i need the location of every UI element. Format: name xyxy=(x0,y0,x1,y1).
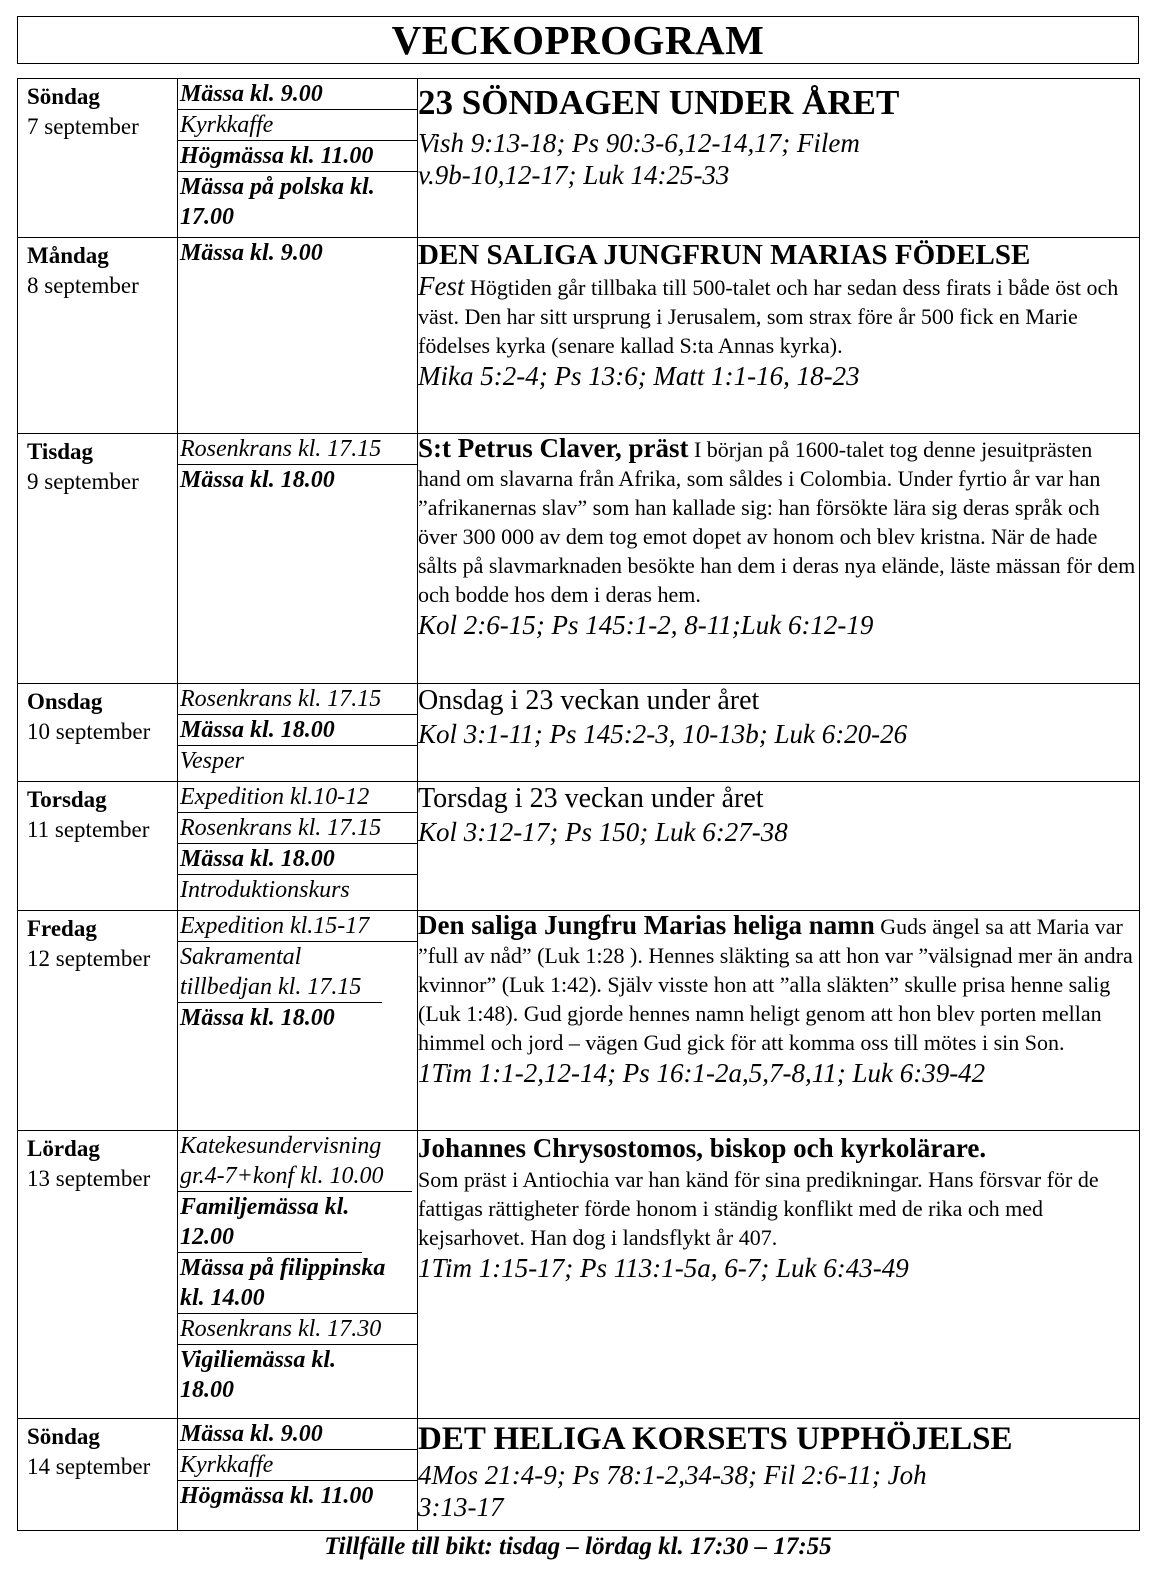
event-item: Rosenkrans kl. 17.15 xyxy=(178,684,417,715)
event-item: Mässa på polska kl. 17.00 xyxy=(180,174,375,230)
day-row-thursday xyxy=(18,782,1140,911)
readings: Vish 9:13-18; Ps 90:3-6,12-14,17; Filem v.9b-10,12-17; Luk 14:25-33 xyxy=(418,128,860,190)
feast-title: Den saliga Jungfru Marias heliga namn xyxy=(418,910,875,940)
readings: 1Tim 1:15-17; Ps 113:1-5a, 6-7; Luk 6:43-49 xyxy=(418,1253,909,1283)
readings: Kol 3:12-17; Ps 150; Luk 6:27-38 xyxy=(418,817,788,847)
day-name: Fredag xyxy=(27,916,97,941)
day-name: Söndag xyxy=(27,1424,100,1449)
readings: 4Mos 21:4-9; Ps 78:1-2,34-38; Fil 2:6-11; Joh 3:13-17 xyxy=(418,1460,927,1522)
event-item: Mässa kl. 18.00 xyxy=(178,844,417,875)
day-date: 8 september xyxy=(27,273,139,298)
readings: 1Tim 1:1-2,12-14; Ps 16:1-2a,5,7-8,11; Luk 6:39-42 xyxy=(418,1058,986,1088)
event-item: Högmässa kl. 11.00 xyxy=(178,141,417,172)
confession-note: Tillfälle till bikt: tisdag – lördag kl. 17:30 – 17:55 xyxy=(324,1533,832,1560)
feast-title: 23 SÖNDAGEN UNDER ÅRET xyxy=(418,83,900,122)
day-name: Söndag xyxy=(27,84,100,109)
event-item: Kyrkkaffe xyxy=(178,1450,417,1481)
day-date: 12 september xyxy=(27,946,151,971)
day-row-friday xyxy=(18,911,1140,1131)
event-item: Vesper xyxy=(180,748,244,774)
feast-rank: Fest xyxy=(418,271,465,301)
event-item: Rosenkrans kl. 17.15 xyxy=(178,813,417,844)
day-name: Lördag xyxy=(27,1136,100,1161)
event-item: Familjemässa kl. 12.00 xyxy=(178,1192,362,1253)
day-row-tuesday xyxy=(18,434,1140,684)
day-date: 11 september xyxy=(27,817,150,842)
event-item: Rosenkrans kl. 17.30 xyxy=(178,1314,417,1345)
feast-description: Guds ängel sa att Maria var ”full av nåd” (Luk 1:28 ). Hennes släkting sa att hon var ”välsignad mer än andra kvinnor” (Luk 1:42). Själv visste hon att ”alla släkten” skulle prisa henne salig (Luk 1:48). Gud gjorde hennes namn heligt genom att hon blev porten mellan himmel och jord – vägen Gud gick för att komma oss till mötes i sin Son. xyxy=(418,914,1133,1055)
event-item: Introduktionskurs xyxy=(180,877,350,903)
day-name: Onsdag xyxy=(27,689,103,714)
feast-title: Johannes Chrysostomos, biskop och kyrkolärare. xyxy=(418,1133,987,1163)
feast-title: Torsdag i 23 veckan under året xyxy=(418,783,764,814)
feast-description: Som präst i Antiochia var han känd för sina predikningar. Hans försvar för de fattigas rättigheter förde honom i ständig konflikt med de rika och med kejsarhovet. Han dog i landsflykt år 407. xyxy=(418,1167,1099,1250)
readings: Mika 5:2-4; Ps 13:6; Matt 1:1-16, 18-23 xyxy=(418,361,860,391)
event-item: Mässa på filippinska kl. 14.00 xyxy=(178,1253,417,1314)
day-row-sunday-7 xyxy=(18,79,1140,238)
event-item: Mässa kl. 18.00 xyxy=(180,467,335,493)
day-date: 14 september xyxy=(27,1454,151,1479)
day-name: Tisdag xyxy=(27,439,94,464)
feast-title: Onsdag i 23 veckan under året xyxy=(418,685,760,716)
day-row-monday xyxy=(18,238,1140,434)
event-item: Mässa kl. 18.00 xyxy=(178,715,417,746)
day-date: 9 september xyxy=(27,469,139,494)
event-item: Sakramental tillbedjan kl. 17.15 xyxy=(178,942,382,1003)
page-title: VECKOPROGRAM xyxy=(17,16,1139,64)
weekly-program-table xyxy=(17,78,1140,1531)
feast-title: DEN SALIGA JUNGFRUN MARIAS FÖDELSE xyxy=(418,239,1031,271)
feast-description: Högtiden går tillbaka till 500-talet och har sedan dess firats i både öst och väst. Den har sitt ursprung i Jerusalem, som strax före år 500 fick en Marie födelses kyrka (senare kallad S:ta Annas kyrka). xyxy=(418,275,1119,358)
feast-title: DET HELIGA KORSETS UPPHÖJELSE xyxy=(418,1421,1013,1457)
day-date: 13 september xyxy=(27,1166,151,1191)
event-item: Rosenkrans kl. 17.15 xyxy=(178,434,417,465)
event-item: Mässa kl. 9.00 xyxy=(178,1419,417,1450)
day-date: 7 september xyxy=(27,114,139,139)
feast-title: S:t Petrus Claver, präst xyxy=(418,433,689,463)
event-item: Mässa kl. 9.00 xyxy=(178,79,417,110)
event-item: Katekesundervisning gr.4-7+konf kl. 10.00 xyxy=(178,1131,412,1192)
day-row-wednesday xyxy=(18,684,1140,782)
readings: Kol 2:6-15; Ps 145:1-2, 8-11;Luk 6:12-19 xyxy=(418,610,874,640)
event-item: Mässa kl. 18.00 xyxy=(180,1005,335,1031)
day-row-sunday-14 xyxy=(18,1419,1140,1531)
day-name: Torsdag xyxy=(27,787,107,812)
day-date: 10 september xyxy=(27,719,151,744)
event-item: Vigiliemässa kl. 18.00 xyxy=(180,1347,337,1403)
readings: Kol 3:1-11; Ps 145:2-3, 10-13b; Luk 6:20-26 xyxy=(418,719,908,749)
event-item: Kyrkkaffe xyxy=(178,110,417,141)
day-row-saturday xyxy=(18,1131,1140,1419)
event-item: Mässa kl. 9.00 xyxy=(180,240,323,266)
day-name: Måndag xyxy=(27,243,109,268)
event-item: Expedition kl.15-17 xyxy=(178,911,417,942)
feast-description: I början på 1600-talet tog denne jesuitprästen hand om slavarna från Afrika, som såldes i Colombia. Under fyrtio år var han ”afrikanernas slav” som han kallade sig: han försökte lära sig deras språk och över 300 000 av dem tog emot dopet av honom och blev kristna. När de hade sålts på slavmarknaden besökte han dem i deras nya elände, läste mässan för dem och bodde hos dem i deras hem. xyxy=(418,437,1136,607)
event-item: Högmässa kl. 11.00 xyxy=(180,1483,374,1509)
event-item: Expedition kl.10-12 xyxy=(178,782,417,813)
